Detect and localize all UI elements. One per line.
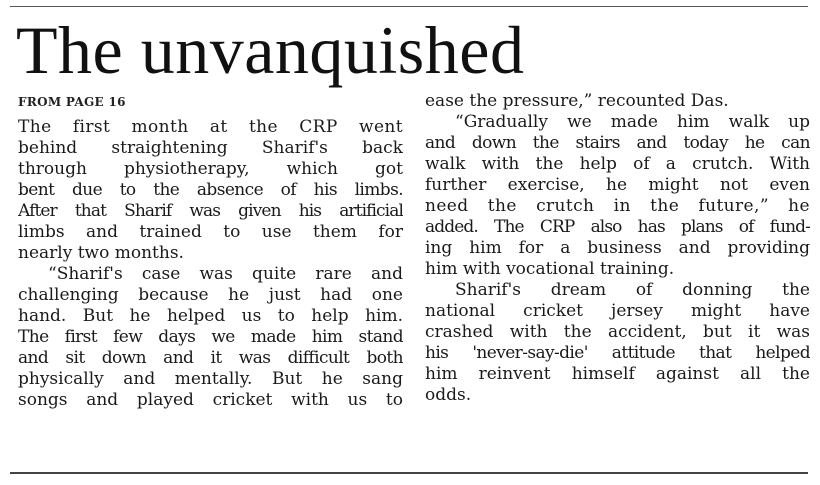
bottom-rule	[10, 472, 808, 474]
article-text-line: nearly two months.	[18, 243, 184, 263]
article-text-line: bent due to the absence of his limbs.	[18, 180, 403, 200]
article-text-line: added. The CRP also has plans of fund-	[425, 217, 810, 237]
article-text-line: through physiotherapy, which got	[18, 159, 403, 179]
article-text-line: ease the pressure,” recounted Das.	[425, 91, 729, 111]
article-text-line: his 'never-say-die' attitude that helped	[425, 343, 810, 363]
article-text-line: further exercise, he might not even	[425, 175, 810, 195]
article-text-line: “Sharif's case was quite rare and	[48, 264, 403, 284]
article-text-line: The first month at the CRP went	[18, 117, 403, 137]
article-text-line: limbs and trained to use them for	[18, 222, 403, 242]
article-column-left	[18, 117, 403, 411]
article-text-line: need the crutch in the future,” he	[425, 196, 810, 216]
article-text-line: and sit down and it was difficult both	[18, 348, 403, 368]
article-text-line: walk with the help of a crutch. With	[425, 154, 810, 174]
article-text-line: him reinvent himself against all the	[425, 364, 810, 384]
article-text-line: him with vocational training.	[425, 259, 675, 279]
article-text-line: challenging because he just had one	[18, 285, 403, 305]
article-text-line: The first few days we made him stand	[18, 327, 403, 347]
top-rule	[10, 6, 808, 7]
article-text-line: “Gradually we made him walk up	[455, 112, 810, 132]
article-text-line: and down the stairs and today he can	[425, 133, 810, 153]
article-text-line: odds.	[425, 385, 472, 405]
article-text-line: crashed with the accident, but it was	[425, 322, 810, 342]
article-text-line: ing him for a business and providing	[425, 238, 810, 258]
article-headline: The unvanquished	[16, 12, 525, 88]
continued-from-label: FROM PAGE 16	[18, 95, 126, 109]
article-text-line: physically and mentally. But he sang	[18, 369, 403, 389]
article-column-right	[425, 91, 810, 406]
article-text-line: songs and played cricket with us to	[18, 390, 403, 410]
article-text-line: national cricket jersey might have	[425, 301, 810, 321]
article-text-line: behind straightening Sharif's back	[18, 138, 403, 158]
article-text-line: After that Sharif was given his artificial	[18, 201, 403, 221]
article-text-line: hand. But he helped us to help him.	[18, 306, 403, 326]
article-text-line: Sharif's dream of donning the	[455, 280, 810, 300]
